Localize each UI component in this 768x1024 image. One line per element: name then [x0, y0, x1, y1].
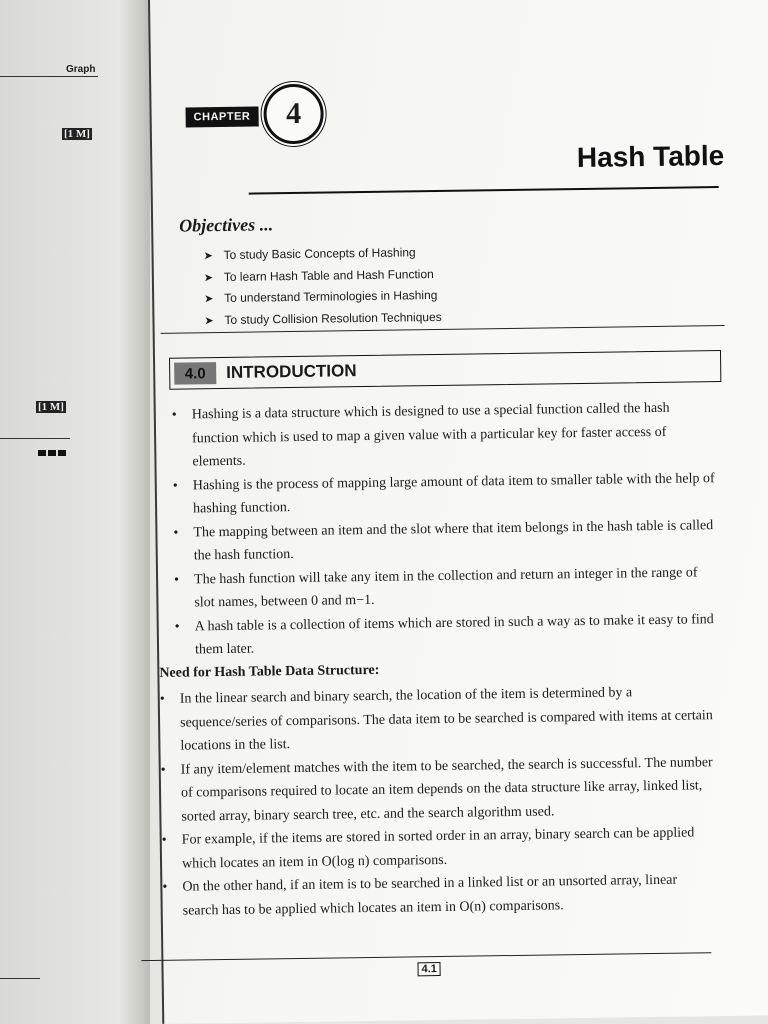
list-item — [168, 561, 721, 616]
point-text: Hashing is the process of mapping large amount of data item to smaller table with the help of hashing function. — [192, 470, 715, 517]
bullet-icon: • — [162, 879, 168, 895]
page-number: 4.1 — [417, 962, 440, 976]
arrow-bullet-icon: ➤ — [204, 293, 214, 306]
previous-page-rule — [0, 978, 40, 979]
objective-text: To study Collision Resolution Techniques — [224, 309, 442, 327]
previous-page-mark-1: [1 M] — [64, 128, 90, 140]
chapter-tag: CHAPTER — [186, 106, 259, 127]
previous-page-graph-label: Graph — [66, 64, 96, 75]
point-text: The mapping between an item and the slot where that item belongs in the hash table is called the hash function. — [193, 517, 714, 564]
bullet-icon: • — [173, 525, 179, 541]
bullet-icon: • — [161, 832, 167, 848]
list-item — [167, 467, 720, 522]
point-text: Hashing is a data structure which is designed to use a special function called the hash function which is used to map a given value with a particular key for faster access of elements. — [191, 400, 670, 470]
arrow-bullet-icon: ➤ — [203, 271, 214, 284]
chapter-number-badge: 4 — [263, 84, 324, 145]
list-item — [156, 821, 717, 876]
point-text: If any item/element matches with the item to be searched, the search is successful. The number of comparisons required to locate an item depends on the data structure like array, linked list, sorted array, binary search tree, etc. and the search algorithm used. — [180, 754, 713, 825]
arrow-bullet-icon: ➤ — [204, 314, 214, 327]
previous-page-margin — [0, 0, 150, 1024]
list-item — [167, 514, 720, 569]
introduction-points — [166, 396, 722, 662]
bullet-icon: • — [171, 407, 177, 423]
previous-page-mark-2: [1 M] — [38, 401, 64, 413]
objective-item — [204, 306, 442, 331]
section-number: 4.0 — [174, 362, 216, 385]
chapter-title: Hash Table — [576, 139, 725, 174]
objective-item — [203, 242, 441, 267]
title-underline — [249, 186, 719, 195]
arrow-bullet-icon: ➤ — [203, 250, 213, 263]
bullet-icon: • — [174, 619, 180, 635]
need-heading: Need for Hash Table Data Structure: — [159, 662, 380, 681]
need-points — [154, 680, 717, 923]
previous-page-rule — [0, 76, 98, 77]
bullet-icon: • — [160, 762, 166, 778]
list-item — [154, 680, 715, 758]
footer-rule — [141, 952, 711, 961]
list-item — [156, 868, 717, 923]
objective-item — [204, 285, 442, 310]
point-text: In the linear search and binary search, the location of the item is determined by a sequence/series of comparisons. The data item to be searched is compared with items at certain locations in the list. — [179, 685, 713, 754]
section-heading-box — [169, 350, 721, 390]
list-item — [169, 608, 722, 663]
objective-text: To learn Hash Table and Hash Function — [223, 266, 434, 284]
list-item — [166, 396, 719, 474]
point-text: The hash function will take any item in the collection and return an integer in the range of slot names, between 0 and m−1. — [193, 564, 698, 611]
point-text: For example, if the items are stored in sorted order in an array, binary search can be applied which locates an item in O(log n) comparisons. — [181, 825, 695, 872]
section-title: INTRODUCTION — [226, 361, 357, 382]
point-text: A hash table is a collection of items which are stored in such a way as to make it easy to find them later. — [194, 611, 714, 658]
bullet-icon: • — [173, 572, 180, 588]
objective-text: To study Basic Concepts of Hashing — [223, 245, 416, 262]
list-item — [155, 751, 716, 829]
point-text: On the other hand, if an item is to be searched in a linked list or an unsorted array, linear search has to be applied which locates an item in O(n) comparisons. — [182, 872, 678, 919]
book-page — [148, 0, 768, 1024]
objectives-heading: Objectives ... — [179, 214, 274, 236]
objectives-list — [203, 242, 441, 331]
previous-page-rule — [0, 438, 70, 439]
bullet-icon: • — [172, 478, 178, 494]
objective-text: To understand Terminologies in Hashing — [224, 287, 438, 305]
previous-page-marker-blocks — [38, 450, 66, 456]
bullet-icon: • — [159, 691, 165, 707]
